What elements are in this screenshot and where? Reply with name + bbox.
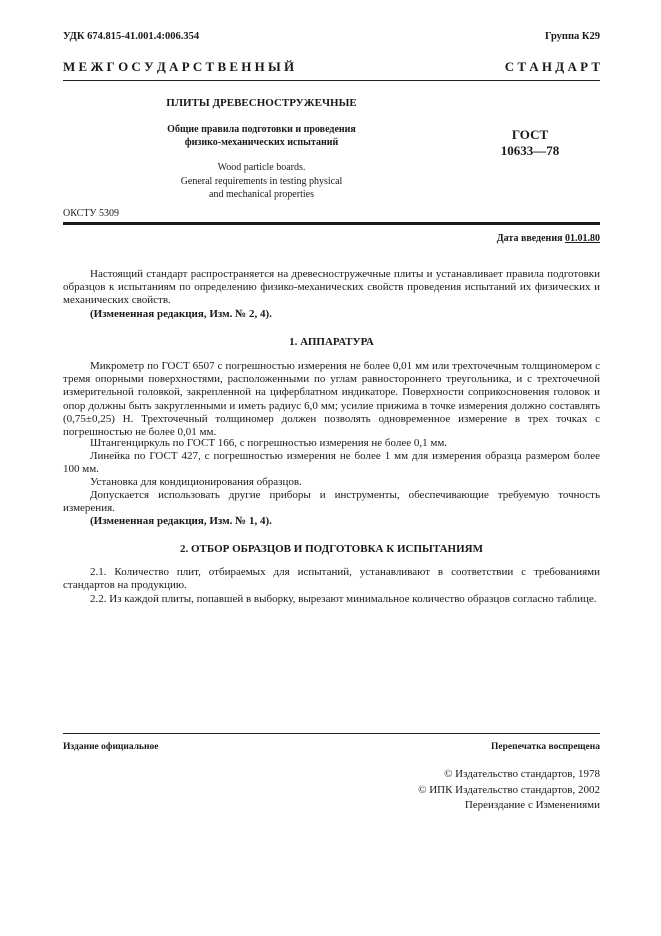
footer-rule <box>63 733 600 734</box>
group-code: Группа К29 <box>544 31 600 42</box>
intro-paragraph: Настоящий стандарт распространяется на древесностружечные плиты и устанавливает правила подготовки образцов к испытаниям по определению физико-механических свойств проведения испытаний их физических и механических свойств. <box>63 268 600 307</box>
udk-code: УДК 674.815-41.001.4:006.354 <box>63 31 200 42</box>
banner-word-standard: С Т А Н Д А Р Т <box>504 59 600 74</box>
document-title: ПЛИТЫ ДРЕВЕСНОСТРУЖЕЧНЫЕ <box>166 97 357 109</box>
standard-banner <box>63 59 600 75</box>
section-1-amendment: (Измененная редакция, Изм. № 1, 4). <box>90 515 272 527</box>
section-2-item-1: 2.1. Количество плит, отбираемых для испытаний, устанавливают в соответствии с требованиями стандартов на продукцию. <box>63 566 600 592</box>
english-title-line-3: and mechanical properties <box>209 189 314 200</box>
section-1-conditioning: Установка для кондиционирования образцов. <box>90 476 302 488</box>
copyright-block <box>418 767 600 814</box>
section-1-heading: 1. АППАРАТУРА <box>289 336 374 348</box>
official-edition-note: Издание официальное <box>63 742 159 752</box>
document-subtitle <box>63 123 460 149</box>
gost-label: ГОСТ <box>511 127 549 142</box>
section-2-item-2: 2.2. Из каждой плиты, попавшей в выборку, вырезают минимальное количество образцов согласно таблице. <box>90 593 597 605</box>
intro-amendment: (Измененная редакция, Изм. № 2, 4). <box>90 308 272 320</box>
reissue-note: Переиздание с Изменениями <box>464 799 600 811</box>
section-1-other-instruments: Допускается использовать другие приборы и инструменты, обеспечивающие требуемую точность измерения. <box>63 489 600 515</box>
section-1-micrometer: Микрометр по ГОСТ 6507 с погрешностью измерения не более 0,01 мм или трехточечным толщиномером с тремя опорными поверхностями, расположенными по углам равностороннего треугольника, и с трехточечной измерительной головкой, закрепленной на циферблатном индикаторе. Поверхности соприкосновения головок и опор должны быть закругленными и иметь радиус 6,0 мм; усилие прижима в точке измерения должно составлять (0,75±0,25) Н. Трехточечный толщиномер должен позволять одновременное измерение в трех точках с погрешностью не более 0,01 мм. <box>63 360 600 439</box>
subtitle-line-1: Общие правила подготовки и проведения <box>167 124 356 135</box>
introduction-date-label: Дата введения <box>496 233 563 244</box>
reprint-prohibited-note: Перепечатка воспрещена <box>490 742 600 752</box>
title-block-rule <box>63 222 600 225</box>
banner-word-interstate: М Е Ж Г О С У Д А Р С Т В Е Н Н Ы Й <box>63 59 295 74</box>
gost-designation <box>480 127 580 159</box>
copyright-line-1: © Издательство стандартов, 1978 <box>444 768 600 780</box>
gost-number: 10633—78 <box>500 143 560 158</box>
subtitle-line-2: физико-механических испытаний <box>184 137 339 148</box>
section-1-caliper: Штангенциркуль по ГОСТ 166, с погрешностью измерения не более 0,1 мм. <box>90 437 448 449</box>
english-title <box>63 161 460 202</box>
section-2-heading: 2. ОТБОР ОБРАЗЦОВ И ПОДГОТОВКА К ИСПЫТАНИЯМ <box>179 543 483 555</box>
english-title-line-2: General requirements in testing physical <box>180 175 343 187</box>
introduction-date-value: 01.01.80 <box>565 233 600 244</box>
introduction-date <box>497 233 600 244</box>
section-1-ruler: Линейка по ГОСТ 427, с погрешностью измерения не более 1 мм для измерения образца размером более 100 мм. <box>63 450 600 476</box>
oksty-code: ОКСТУ 5309 <box>63 208 120 219</box>
english-title-line-1: Wood particle boards. <box>217 162 306 173</box>
copyright-line-2: © ИПК Издательство стандартов, 2002 <box>418 783 600 796</box>
header-rule <box>63 80 600 81</box>
